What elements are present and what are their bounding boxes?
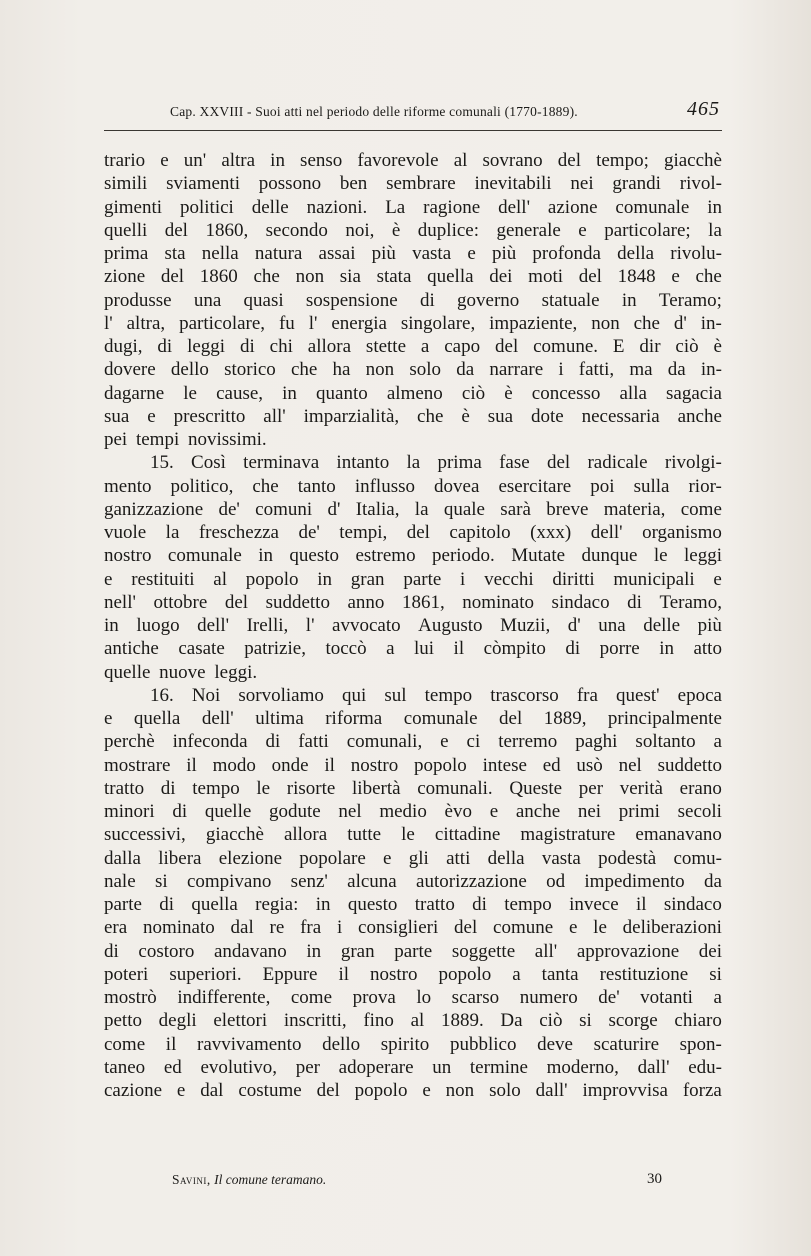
text-line: minori di quelle godute nel medio èvo e anche nei primi secoli (104, 801, 722, 822)
text-line: 15. Così terminava intanto la prima fase del radicale rivolgi- (150, 452, 722, 474)
text-line: quelli del 1860, secondo noi, è duplice: generale e particolare; la (104, 219, 722, 241)
text-line: dugi, di leggi di chi allora stette a capo del comune. E dir ciò è (104, 336, 722, 357)
text-line: di costoro andavano in gran parte soggette all' approvazione dei (104, 940, 722, 962)
text-line: e restituiti al popolo in gran parte i vecchi diritti municipali e (104, 568, 722, 590)
text-line: pei tempi novissimi. (104, 429, 267, 450)
page-number: 465 (687, 98, 720, 120)
running-header (100, 100, 720, 126)
text-line: nostro comunale in questo estremo periodo. Mutate dunque le leggi (104, 545, 722, 567)
text-line: nale si compivano senz' alcuna autorizzazione od impedimento da (104, 870, 722, 892)
body-text (104, 149, 722, 1102)
text-line: dalla libera elezione popolare e gli atti della vasta podestà comu- (104, 847, 722, 869)
text-line: antiche casate patrizie, toccò a lui il còmpito di porre in atto (104, 638, 722, 660)
text-line: perchè infeconda di fatti comunali, e ci terremo paghi soltanto a (104, 731, 722, 753)
text-line: tratto di tempo le risorte libertà comunali. Queste per verità erano (104, 777, 722, 799)
text-line: gimenti politici delle nazioni. La ragione dell' azione comunale in (104, 196, 722, 218)
text-line: l' altra, particolare, fu l' energia singolare, impaziente, non che d' in- (104, 312, 722, 334)
text-line: ganizzazione de' comuni d' Italia, la quale sarà breve materia, come (104, 498, 722, 520)
text-line: produsse una quasi sospensione di governo statuale in Teramo; (104, 289, 722, 311)
text-line: trario e un' altra in senso favorevole al sovrano del tempo; giacchè (104, 150, 722, 171)
text-line: dagarne le cause, in quanto almeno ciò è concesso alla sagacia (104, 382, 722, 404)
header-rule (104, 130, 722, 131)
text-line: e quella dell' ultima riforma comunale del 1889, principalmente (104, 708, 722, 729)
text-line: cazione e dal costume del popolo e non solo dall' improvvisa forza (104, 1080, 722, 1101)
text-line: in luogo dell' Irelli, l' avvocato Augusto Muzii, d' una delle più (104, 615, 722, 636)
text-line: simili sviamenti possono ben sembrare inevitabili nei grandi rivol- (104, 173, 722, 195)
text-line: mostrò indifferente, come prova lo scarso numero de' votanti a (104, 987, 722, 1008)
text-line: 16. Noi sorvoliamo qui sul tempo trascorso fra quest' epoca (150, 684, 722, 706)
page-footer (172, 1172, 662, 1194)
text-line: taneo ed evolutivo, per adoperare un termine moderno, dall' edu- (104, 1056, 722, 1078)
footer-book-title: Il comune teramano. (214, 1172, 327, 1187)
text-line: mostrare il modo onde il nostro popolo intese ed usò nel suddetto (104, 754, 722, 776)
running-title: Cap. XXVIII - Suoi atti nel periodo delle riforme comunali (1770-1889). (170, 104, 578, 119)
signature-mark: 30 (647, 1171, 662, 1187)
text-line: nell' ottobre del suddetto anno 1861, nominato sindaco di Teramo, (104, 591, 722, 613)
text-line: poteri superiori. Eppure il nostro popolo a tanta restituzione si (104, 963, 722, 985)
text-line: vuole la freschezza de' tempi, del capitolo (xxx) dell' organismo (104, 522, 722, 543)
text-line: mento politico, che tanto influsso dovea esercitare poi sulla rior- (104, 475, 722, 497)
text-line: successivi, giacchè allora tutte le cittadine magistrature emanavano (104, 824, 722, 846)
footer-author: Savini, (172, 1172, 211, 1187)
text-line: parte di quella regia: in questo tratto di tempo invece il sindaco (104, 894, 722, 915)
text-line: come il ravvivamento dello spirito pubblico deve scaturire spon- (104, 1033, 722, 1055)
text-line: petto degli elettori inscritti, fino al 1889. Da ciò si scorge chiaro (104, 1010, 722, 1032)
text-line: quelle nuove leggi. (104, 661, 258, 683)
text-line: era nominato dal re fra i consiglieri del comune e le deliberazioni (104, 917, 722, 939)
text-line: sua e prescritto all' imparzialità, che è sua dote necessaria anche (104, 405, 722, 427)
text-line: prima sta nella natura assai più vasta e più profonda della rivolu- (104, 243, 722, 264)
text-line: dovere dello storico che ha non solo da narrare i fatti, ma da in- (104, 359, 722, 381)
text-line: zione del 1860 che non sia stata quella dei moti del 1848 e che (104, 266, 722, 288)
